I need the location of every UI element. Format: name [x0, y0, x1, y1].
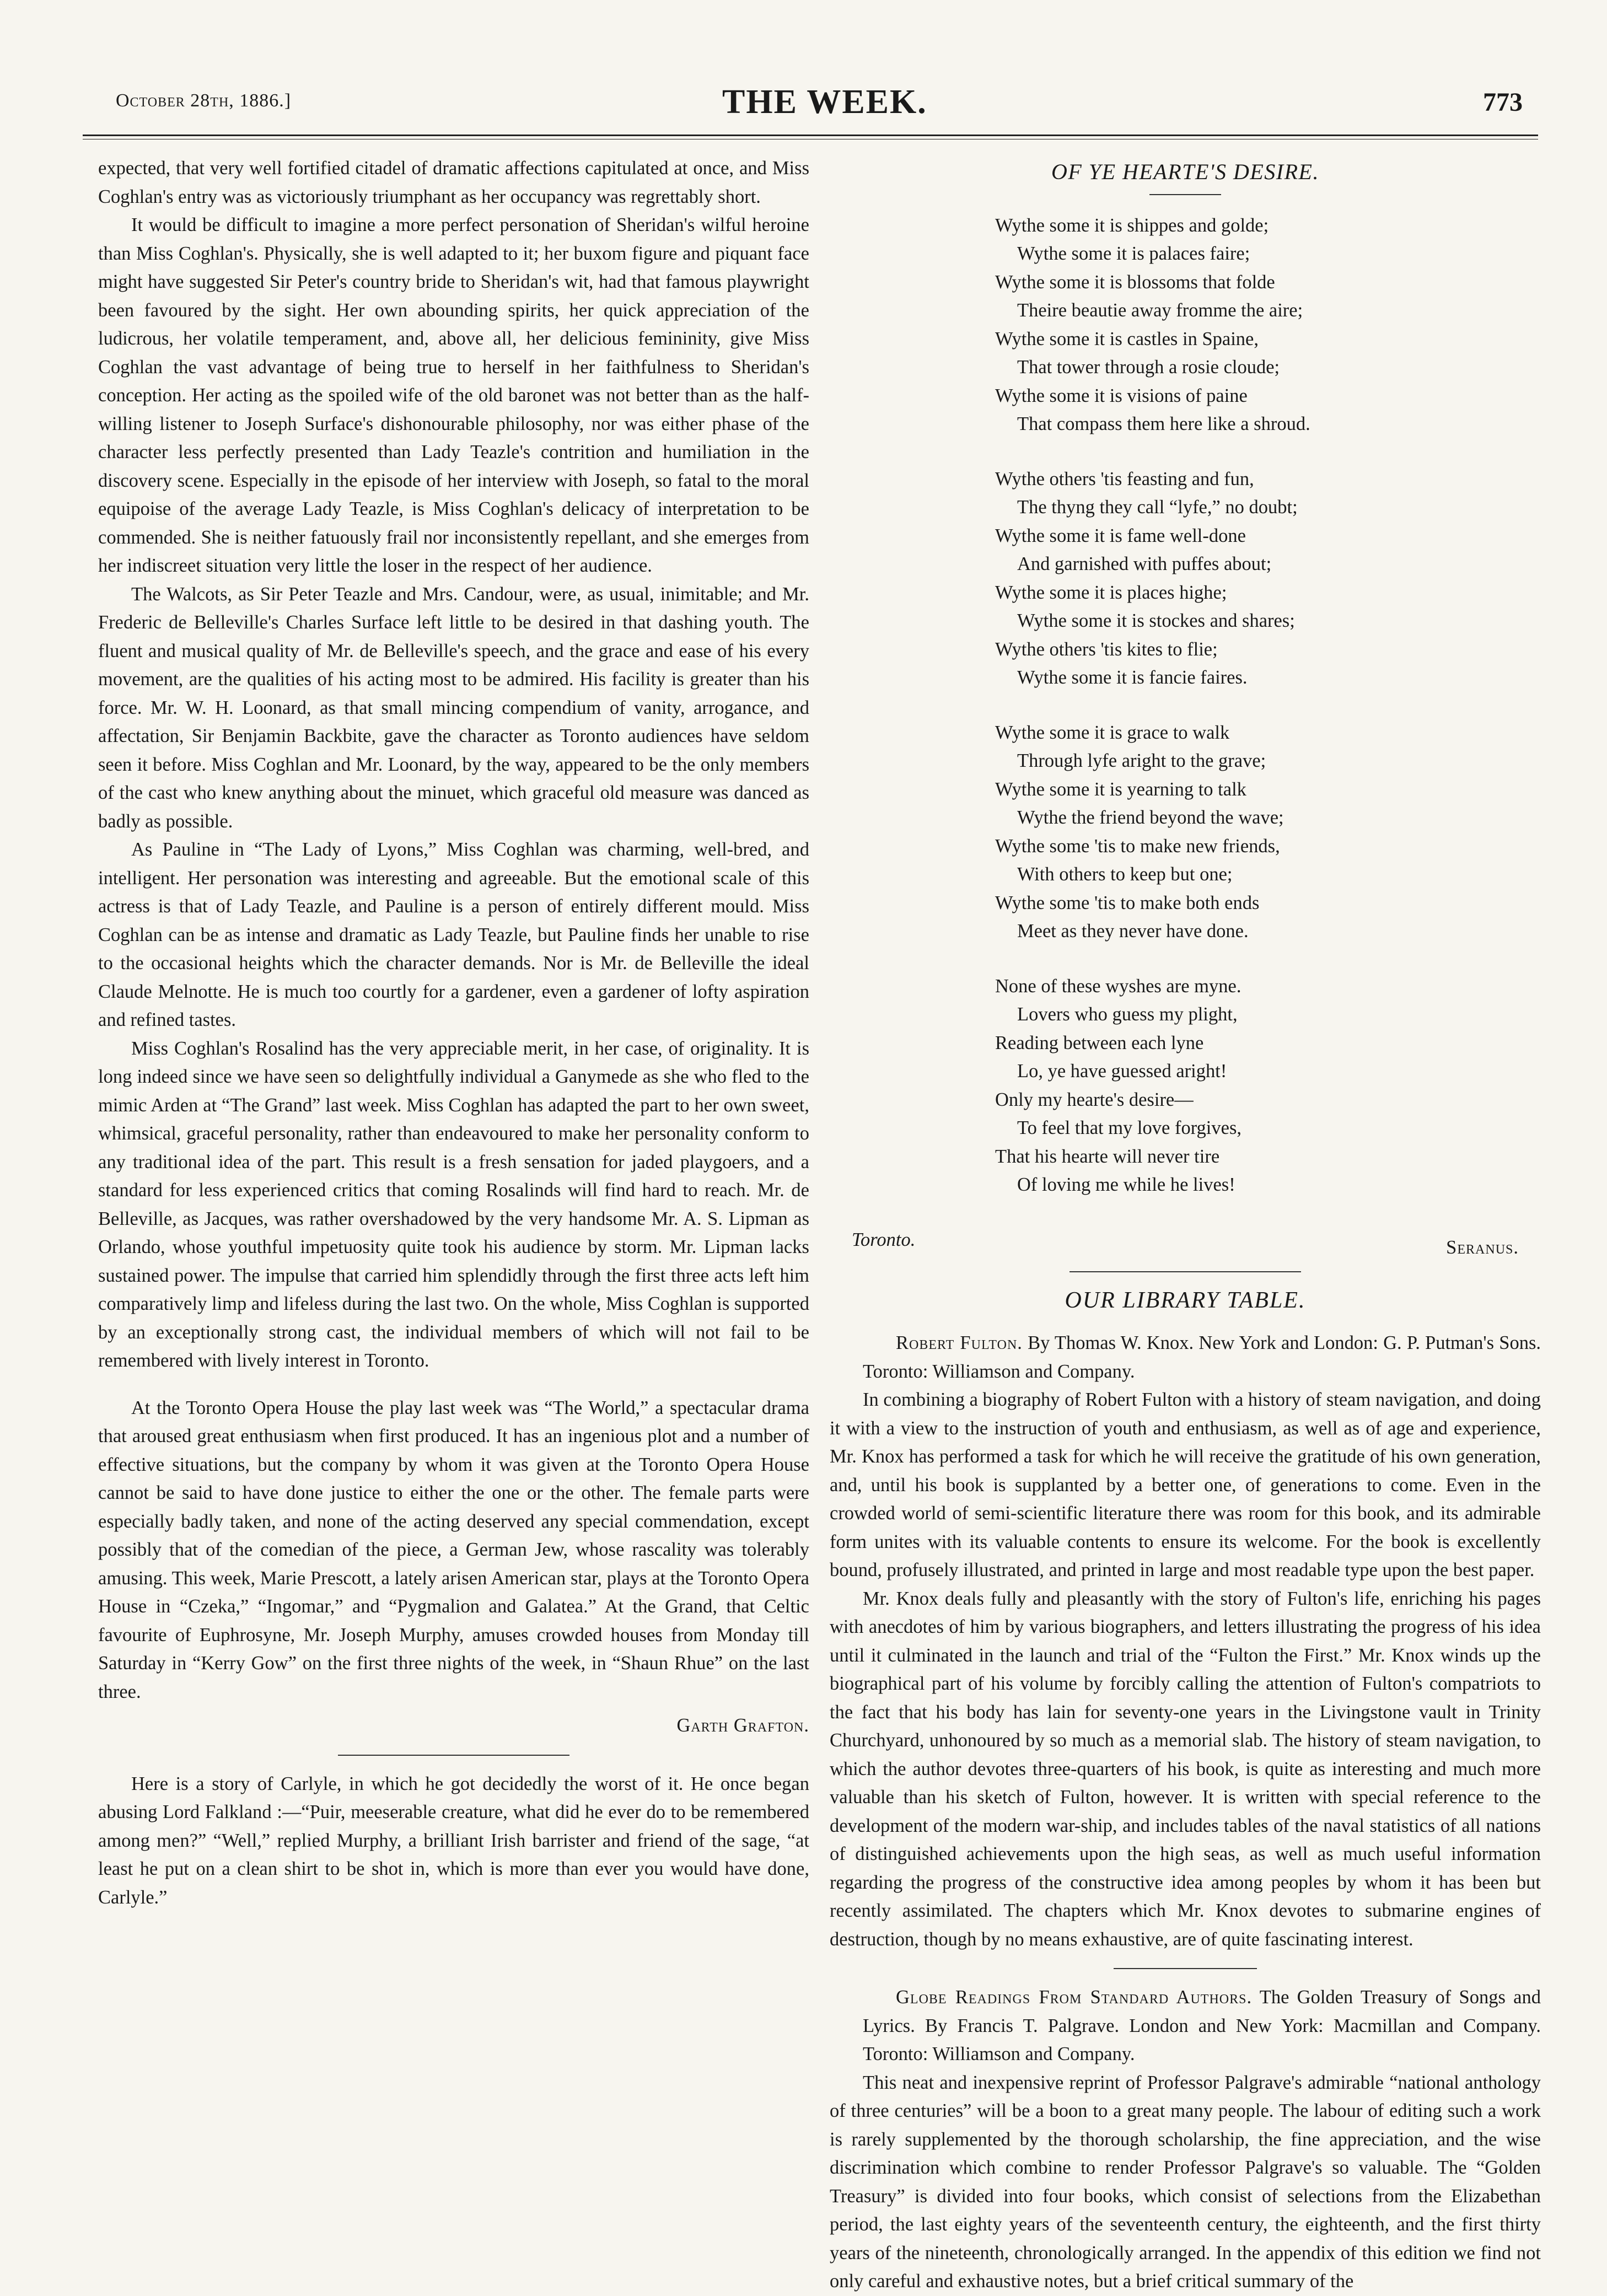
book-publication-details: The Golden Treasury of Songs and Lyrics. By Francis T. Palgrave. London and New York: Macmillan and Company. Toronto: Williamson and Company.	[863, 1987, 1541, 2064]
poem-line: Lo, ye have guessed aright!	[1017, 1061, 1227, 1082]
poem-line: Theire beautie away fromme the aire;	[1017, 300, 1303, 321]
book-title: Robert Fulton.	[896, 1332, 1023, 1353]
poem-body	[995, 212, 1541, 1200]
poem-line: Wythe some it is places highe;	[995, 582, 1227, 603]
poem-author: Seranus.	[1446, 1236, 1519, 1258]
poem-stanza	[995, 719, 1541, 946]
masthead-title: THE WEEK.	[722, 83, 927, 121]
poem-line: Wythe some 'tis to make both ends	[995, 892, 1260, 913]
poem-line: That tower through a rosie cloude;	[1017, 357, 1280, 378]
poem-line: Wythe the friend beyond the wave;	[1017, 807, 1284, 828]
poem-line: Reading between each lyne	[995, 1032, 1204, 1053]
poem-title: OF YE HEARTE'S DESIRE.	[1051, 159, 1319, 184]
page-number: 773	[1483, 88, 1523, 117]
poem-line: Meet as they never have done.	[1017, 921, 1249, 942]
poem-line: Wythe some it is visions of paine	[995, 385, 1248, 406]
carlyle-anecdote: Here is a story of Carlyle, in which he got decidedly the worst of it. He once began abusing Lord Falkland :—“Puir, meeserable creature, what did he ever do to be remembered among men?” “Well,” replied Murphy, a brilliant Irish barrister and friend of the sage, “at least he put on a clean shirt to be shot in, which is more than ever you would have done, Carlyle.”	[98, 1773, 809, 1908]
poem-line: With others to keep but one;	[1017, 864, 1233, 885]
poem-line: Only my hearte's desire—	[995, 1089, 1194, 1110]
poem-line: Wythe some it is shippes and golde;	[995, 214, 1269, 236]
spacer	[98, 1375, 809, 1394]
poem-line: To feel that my love forgives,	[1017, 1117, 1242, 1138]
theatre-paragraph: As Pauline in “The Lady of Lyons,” Miss Coghlan was charming, well-bred, and intelligent. Her personation was interesting and agreeable. But the emotional scale of this actress is that of Lady Teazle, and Pauline is a person of entirely different mould. Miss Coghlan can be as intense and dramatic as Lady Teazle, but Pauline finds her unable to rise to the occasional heights which the character demands. Nor is Mr. de Belleville the ideal Claude Melnotte. He is much too courtly for a gardener, even a gardener of lofty aspiration and refined tastes.	[98, 839, 809, 1030]
poem-stanza	[995, 465, 1541, 692]
poem-line: Wythe others 'tis feasting and fun,	[995, 468, 1254, 490]
poem-line: Wythe some it is palaces faire;	[1017, 243, 1250, 264]
poem-line: Wythe some it is fancie faires.	[1017, 667, 1248, 688]
book-heading-fulton	[830, 1329, 1541, 1386]
header-rule-top	[83, 135, 1538, 136]
right-column	[830, 154, 1541, 2296]
review-divider	[1114, 1968, 1257, 1969]
theatre-paragraph: The Walcots, as Sir Peter Teazle and Mrs. Candour, were, as usual, inimitable; and Mr. Frederic de Belleville's Charles Surface left little to be desired in that dashing youth. The fluent and musical quality of Mr. de Belleville's speech, and the grace and ease of his every movement, are the qualities of his acting most to be admired. His facility is greater than his force. Mr. W. H. Loonard, as that small mincing compendium of vanity, arrogance, and affectation, Sir Benjamin Backbite, gave the character as Toronto audiences have seldom seen it before. Miss Coghlan and Mr. Loonard, by the way, appeared to be the only members of the cast who knew anything about the minuet, which graceful old measure was danced as badly as possible.	[98, 583, 809, 832]
review-paragraph: This neat and inexpensive reprint of Professor Palgrave's admirable “national anthology of three centuries” will be a boon to a great many people. The labour of editing such a work is rarely supplemented by the thorough scholarship, the fine appreciation, and the wise discrimination which combine to render Professor Palgrave's so valuable. The “Golden Treasury” is divided into four books, which consist of selections from the Elizabethan period, the last eighty years of the seventeenth century, the eighteenth, and the first thirty years of the nineteenth, chronologically arranged. In the appendix of this edition we find not only careful and exhaustive notes, but a brief critical summary of the	[830, 2072, 1541, 2292]
poem-stanza	[995, 972, 1541, 1200]
poem-line: That compass them here like a shroud.	[1017, 413, 1310, 434]
poem-line: The thyng they call “lyfe,” no doubt;	[1017, 497, 1298, 518]
poem-line: Wythe some 'tis to make new friends,	[995, 835, 1280, 857]
poem-line: Wythe some it is blossoms that folde	[995, 271, 1275, 293]
poem-line: Lovers who guess my plight,	[1017, 1004, 1238, 1025]
poem-line: Wythe some it is fame well-done	[995, 525, 1246, 546]
poem-title-rule	[1149, 194, 1221, 195]
review-paragraph: In combining a biography of Robert Fulton with a history of steam navigation, and doing it with a view to the instruction of youth and enthusiasm, as well as of age and experience, Mr. Knox has performed a task for which he will receive the gratitude of his own generation, and, until his book is supplanted by a better one, of generations to come. Even in the crowded world of semi-scientific literature there was room for this book, and its admirable form unites with its valuable contents to ensure its welcome. For the book is excellently bound, profusely illustrated, and printed in large and most readable type upon the best paper.	[830, 1389, 1541, 1580]
review-paragraph: Mr. Knox deals fully and pleasantly with the story of Fulton's life, enriching his pages with anecdotes of him by various biographers, and letters illustrating the progress of his idea until it culminated in the launch and trial of the “Fulton the First.” Mr. Knox winds up the biographical part of his volume by forcibly calling the attention of Fulton's compatriots to the fact that his body has lain for seventy-one years in the Livingstone vault in Trinity Churchyard, unhonoured by so much as a memorial slab. The history of steam navigation, to which the author devotes three-quarters of his book, is quite as interesting and much more valuable than his sketch of Fulton, however. It is written with special reference to the development of the modern war-ship, and includes tables of the naval statistics of all nations of distinguished achievements upon the high seas, as well as much useful information regarding the progress of the constructive idea among peoples by whom it has been but recently assimilated. The chapters which Mr. Knox devotes to submarine engines of destruction, though by no means exhaustive, are of quite fascinating interest.	[830, 1588, 1541, 1950]
book-title: Globe Readings From Standard Authors.	[896, 1987, 1253, 2008]
poem-line: And garnished with puffes about;	[1017, 553, 1272, 574]
poem-line: Wythe some it is castles in Spaine,	[995, 328, 1259, 349]
theatre-paragraph: It would be difficult to imagine a more perfect personation of Sheridan's wilful heroine than Miss Coghlan's. Physically, she is well adapted to it; her buxom figure and piquant face might have suggested Sir Peter's country bride to Sheridan's wit, had that famous playwright been favoured by the sight. Her own abounding spirits, her quick appreciation of the ludicrous, her volatile temperament, and, above all, her delicious femininity, give Miss Coghlan the vast advantage of being true to herself in her faithfulness to Sheridan's conception. Her acting as the spoiled wife of the old baronet was not better than as the half-willing listener to Joseph Surface's dishonourable philosophy, nor was either phase of the character less perfectly presented than Lady Teazle's contrition and humiliation in the discovery scene. Especially in the episode of her interview with Joseph, so fatal to the moral equipoise of the average Lady Teazle, is Miss Coghlan's delicacy of interpretation to be commended. She is neither fatuously frail nor inconsistently repellant, and she emerges from her indiscreet situation very little the loser in the respect of her audience.	[98, 214, 809, 576]
poem-line: Wythe some it is yearning to talk	[995, 778, 1246, 800]
theatre-paragraph: expected, that very well fortified citadel of dramatic affections capitulated at once, and Miss Coghlan's entry was as victoriously triumphant as her occupancy was regrettably short.	[98, 158, 809, 207]
byline-signature: Garth Grafton.	[676, 1715, 809, 1736]
library-table-title: OUR LIBRARY TABLE.	[1065, 1287, 1306, 1313]
left-column	[98, 154, 809, 1912]
poem-line: None of these wyshes are myne.	[995, 975, 1241, 997]
poem-line: Through lyfe aright to the grave;	[1017, 750, 1266, 771]
poem-line: Wythe some it is grace to walk	[995, 722, 1230, 743]
poem-line: Wythe some it is stockes and shares;	[1017, 610, 1295, 631]
issue-date: October 28th, 1886.]	[116, 90, 292, 111]
poem-stanza	[995, 212, 1541, 439]
section-divider	[1069, 1271, 1301, 1272]
poem-line: That his hearte will never tire	[995, 1146, 1220, 1167]
section-divider	[338, 1755, 569, 1756]
poem-place: Toronto.	[852, 1229, 916, 1250]
opera-house-paragraph: At the Toronto Opera House the play last week was “The World,” a spectacular drama that aroused great enthusiasm when first produced. It has an ingenious plot and a number of effective situations, but the company by whom it was given at the Toronto Opera House cannot be said to have done justice to either the one or the other. The female parts were especially badly taken, and none of the acting deserved any special commendation, except possibly that of the comedian of the piece, a German Jew, whose rascality was tolerably amusing. This week, Marie Prescott, a lately arisen American star, plays at the Toronto Opera House in “Czeka,” “Ingomar,” and “Pygmalion and Galatea.” At the Grand, that Celtic favourite of Euphrosyne, Mr. Joseph Murphy, amuses crowded houses from Monday till Saturday in “Kerry Gow” on the first three nights of the week, in “Shaun Rhue” on the last three.	[98, 1397, 809, 1702]
theatre-paragraph: Miss Coghlan's Rosalind has the very appreciable merit, in her case, of originality. It is long indeed since we have seen so delightfully individual a Ganymede as she who fled to the mimic Arden at “The Grand” last week. Miss Coghlan has adapted the part to her own sweet, whimsical, graceful personality, rather than endeavoured to make her personality conform to any traditional idea of the part. This result is a fresh sensation for jaded playgoers, and a standard for less experienced critics that coming Rosalinds will find hard to reach. Mr. de Belleville, as Jacques, was rather overshadowed by the very handsome Mr. A. S. Lipman as Orlando, whose youthful impetuosity quite took his audience by storm. Mr. Lipman lacks sustained power. The impulse that carried him splendidly through the first three acts left him comparatively limp and lifeless during the last two. On the whole, Miss Coghlan is supported by an exceptionally strong cast, the individual members of which will not fail to be remembered with lively interest in Toronto.	[98, 1037, 809, 1371]
poem-line: Of loving me while he lives!	[1017, 1174, 1235, 1195]
page-header	[0, 83, 1607, 127]
book-heading-palgrave	[830, 1983, 1541, 2069]
poem-line: Wythe others 'tis kites to flie;	[995, 638, 1218, 660]
book-publication-details: By Thomas W. Knox. New York and London: G. P. Putman's Sons. Toronto: Williamson and Company.	[863, 1332, 1541, 1382]
poem-footer	[830, 1226, 1541, 1257]
